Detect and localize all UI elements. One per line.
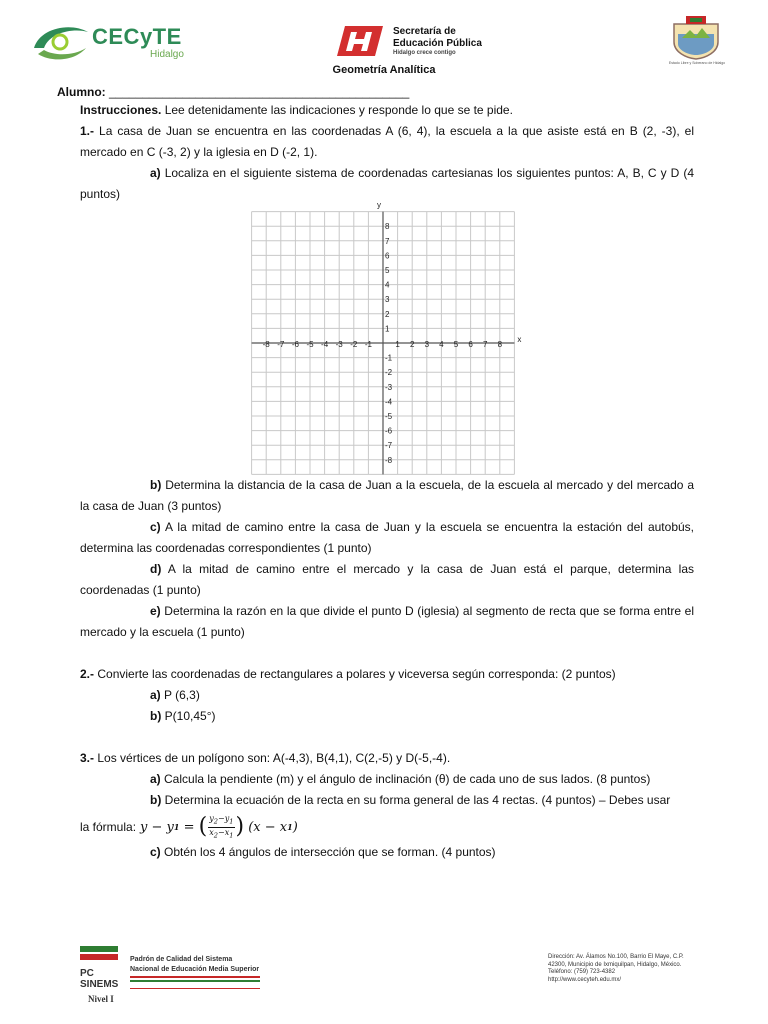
question-1-number: 1.- bbox=[80, 124, 95, 138]
question-2b-text: P(10,45°) bbox=[164, 709, 216, 723]
x-tick-label: 4 bbox=[439, 340, 444, 349]
sep-line-1: Secretaría de bbox=[393, 26, 456, 37]
y-tick-label: 6 bbox=[385, 251, 390, 261]
question-2 bbox=[80, 664, 694, 685]
question-1 bbox=[80, 121, 694, 163]
pc-title: PC bbox=[80, 968, 94, 979]
y-tick-label: 3 bbox=[385, 295, 390, 305]
y-axis-label: y bbox=[377, 200, 381, 210]
question-2b bbox=[150, 706, 216, 727]
y-tick-label: -4 bbox=[385, 397, 393, 407]
question-2a-label: a) bbox=[150, 688, 161, 702]
formula-label: la fórmula: bbox=[80, 820, 137, 834]
cecyte-name: CECyTE bbox=[92, 24, 182, 49]
question-2-text: Convierte las coordenadas de rectangulares a polares y viceversa según corresponda: (2 puntos) bbox=[97, 667, 616, 681]
cartesian-plane bbox=[228, 200, 540, 465]
x-tick-label: 2 bbox=[409, 340, 415, 349]
question-3a-text: Calcula la pendiente (m) y el ángulo de inclinación (θ) de cada uno de sus lados. (8 puntos) bbox=[164, 772, 651, 786]
address-line-2: 42300, Municipio de Ixmiquilpan, Hidalgo, México. bbox=[548, 961, 682, 968]
question-3a bbox=[150, 769, 650, 790]
x-tick-label: -7 bbox=[277, 340, 285, 349]
point-slope-formula: y − y 1 = ( $\frac{y_2-y_1}{x_2-x_1}$ ) (x − x 1 ) bbox=[140, 813, 298, 840]
address-line-4[interactable]: http://www.cecyteh.edu.mx/ bbox=[548, 976, 622, 983]
x-tick-label: -6 bbox=[291, 340, 299, 349]
question-3-number: 3.- bbox=[80, 751, 95, 765]
page-footer bbox=[0, 938, 768, 1018]
y-tick-label: -5 bbox=[385, 412, 393, 421]
question-1a-text: Localiza en el siguiente sistema de coordenadas cartesianas los siguientes puntos: A, B, C y D (4 puntos) bbox=[80, 166, 694, 201]
formula-row bbox=[80, 815, 298, 839]
sep-h-icon bbox=[335, 24, 383, 58]
question-3a-label: a) bbox=[150, 772, 161, 786]
pc-line-1: Padrón de Calidad del Sistema bbox=[130, 956, 233, 963]
pc-line-2: Nacional de Educación Media Superior bbox=[130, 966, 260, 973]
x-tick-label: 1 bbox=[395, 340, 400, 349]
question-3c-text: Obtén los 4 ángulos de intersección que se forman. (4 puntos) bbox=[164, 845, 496, 859]
question-1e bbox=[80, 601, 694, 643]
question-1e-text: Determina la razón en la que divide el punto D (iglesia) al segmento de recta que se forma entre el mercado y la escuela (1 punto) bbox=[80, 604, 694, 639]
cecyte-logo bbox=[30, 18, 200, 66]
question-1c-label: c) bbox=[150, 520, 161, 534]
student-label: Alumno: bbox=[57, 85, 106, 99]
x-axis-label: x bbox=[517, 335, 522, 344]
pc-sinems: SINEMS bbox=[80, 979, 119, 990]
y-tick-label: 2 bbox=[385, 309, 390, 319]
question-3c bbox=[150, 842, 496, 863]
x-tick-label: 7 bbox=[482, 340, 488, 349]
question-1a bbox=[80, 163, 694, 205]
cecyte-swoosh-icon bbox=[30, 18, 92, 66]
y-tick-label: -1 bbox=[385, 353, 393, 363]
question-2b-label: b) bbox=[150, 709, 162, 723]
x-tick-label: -5 bbox=[306, 340, 314, 349]
y-tick-label: -3 bbox=[385, 382, 393, 392]
question-1a-label: a) bbox=[150, 166, 161, 180]
question-1d-text: A la mitad de camino entre el mercado y la casa de Juan está el parque, determina las coordenadas (1 punto) bbox=[80, 562, 695, 597]
x-tick-label: -4 bbox=[321, 340, 329, 349]
question-3b bbox=[150, 790, 670, 811]
y-tick-label: 5 bbox=[385, 266, 390, 275]
question-3c-label: c) bbox=[150, 845, 161, 859]
sep-slogan: Hidalgo crece contigo bbox=[393, 50, 456, 56]
instructions-text: Lee detenidamente las indicaciones y responde lo que se te pide. bbox=[164, 103, 513, 117]
y-tick-label: -2 bbox=[385, 368, 393, 378]
y-tick-label: -7 bbox=[385, 441, 393, 451]
address-block bbox=[548, 954, 748, 984]
student-row bbox=[57, 85, 409, 99]
sep-line-2: Educación Pública bbox=[393, 38, 482, 49]
x-tick-label: -1 bbox=[364, 340, 372, 349]
pc-sinems-logo bbox=[80, 942, 260, 1002]
question-1c bbox=[80, 517, 694, 559]
x-tick-label: 5 bbox=[453, 340, 459, 349]
question-1b-label: b) bbox=[150, 478, 162, 492]
address-line-3: Teléfono: (759) 723-4382 bbox=[548, 969, 616, 975]
pc-level: Nivel I bbox=[88, 994, 114, 1004]
question-3 bbox=[80, 748, 694, 769]
y-tick-label: 4 bbox=[385, 280, 390, 290]
y-tick-label: 7 bbox=[385, 236, 390, 246]
cecyte-state: Hidalgo bbox=[150, 49, 184, 60]
question-2a-text: P (6,3) bbox=[164, 688, 200, 702]
shield-caption: Estado Libre y Soberano de Hidalgo bbox=[668, 61, 726, 65]
question-1e-label: e) bbox=[150, 604, 161, 618]
x-tick-label: 3 bbox=[424, 340, 430, 349]
x-tick-label: -8 bbox=[262, 340, 270, 349]
question-2a bbox=[150, 685, 200, 706]
y-tick-label: -6 bbox=[385, 426, 393, 436]
page-title: Geometría Analítica bbox=[332, 64, 436, 76]
question-1-text: La casa de Juan se encuentra en las coordenadas A (6, 4), la escuela a la que asiste está en B (2, -3), el mercado en C (-3, 2) y la iglesia en D (-2, 1). bbox=[80, 124, 695, 159]
question-3b-label: b) bbox=[150, 793, 162, 807]
question-3b-text: Determina la ecuación de la recta en su forma general de las 4 rectas. (4 puntos) – Debes usar bbox=[164, 793, 671, 807]
question-1c-text: A la mitad de camino entre la casa de Juan y la escuela se encuentra la estación del autobús, determina las coordenadas correspondientes (1 punto) bbox=[80, 520, 694, 555]
question-2-number: 2.- bbox=[80, 667, 95, 681]
question-1d-label: d) bbox=[150, 562, 162, 576]
x-tick-label: -2 bbox=[350, 340, 358, 349]
instructions bbox=[80, 100, 694, 121]
student-name-field[interactable]: _____________________________________________ bbox=[109, 85, 410, 99]
question-3-text: Los vértices de un polígono son: A(-4,3), B(4,1), C(2,-5) y D(-5,-4). bbox=[97, 751, 451, 765]
y-tick-label: 8 bbox=[385, 222, 390, 232]
x-tick-label: -3 bbox=[335, 340, 343, 349]
x-tick-label: 8 bbox=[497, 340, 503, 349]
hidalgo-shield-icon bbox=[668, 14, 724, 60]
question-1d bbox=[80, 559, 694, 601]
question-1b-text: Determina la distancia de la casa de Juan a la escuela, de la escuela al mercado y del mercado a la casa de Juan (3 puntos) bbox=[80, 478, 694, 513]
x-tick-label: 6 bbox=[468, 340, 473, 349]
question-1b bbox=[80, 475, 694, 517]
y-tick-label: -8 bbox=[385, 455, 393, 465]
sep-logo bbox=[335, 24, 515, 60]
address-line-1: Dirección: Av. Álamos No.100, Barrio El Maye, C.P. bbox=[548, 954, 684, 960]
y-tick-label: 1 bbox=[385, 324, 390, 334]
instructions-label: Instrucciones. bbox=[80, 103, 162, 117]
